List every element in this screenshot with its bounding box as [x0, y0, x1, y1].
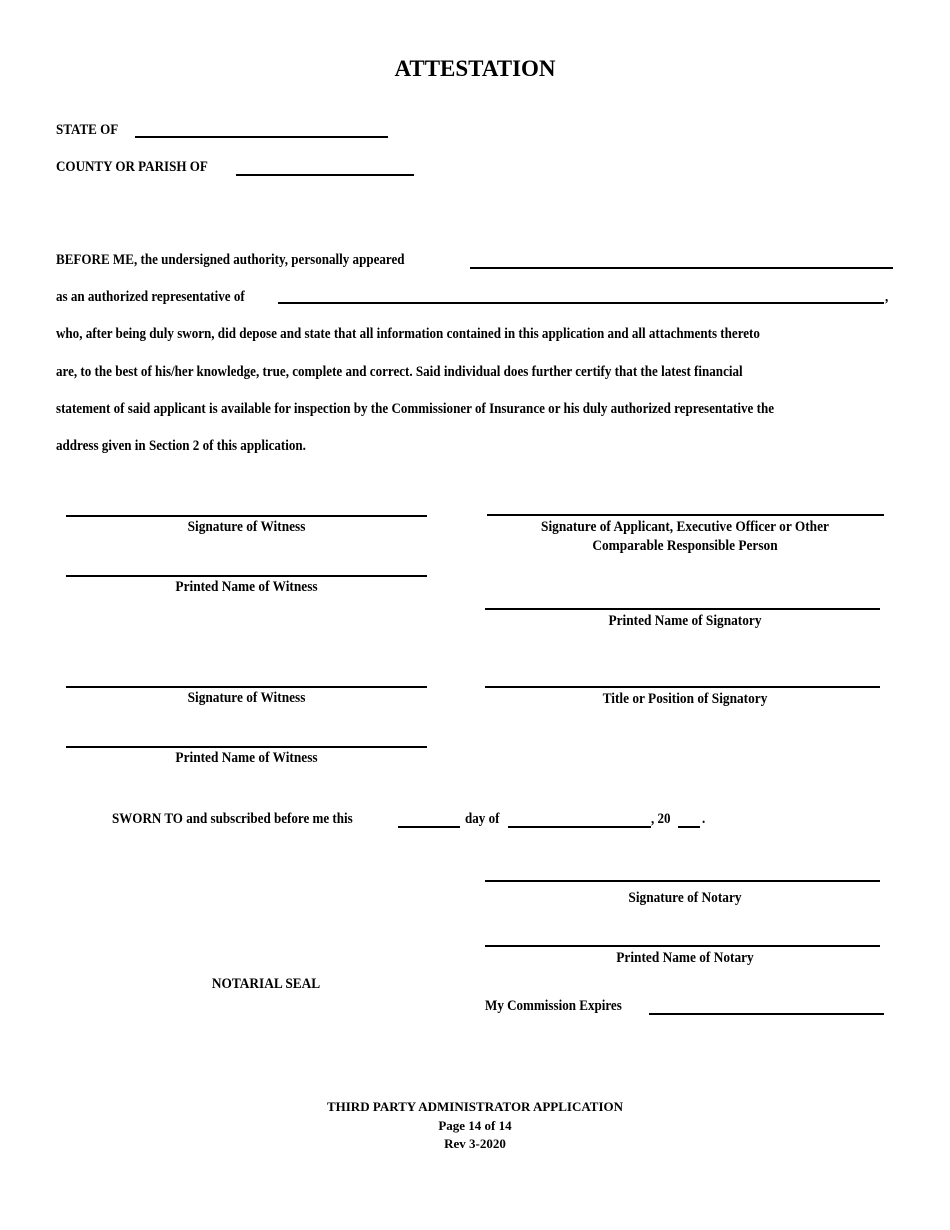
sworn-day-field[interactable]	[398, 826, 460, 828]
witness-2-signature-line[interactable]	[66, 686, 427, 688]
signatory-printed-line[interactable]	[485, 608, 880, 610]
witness-1-signature-line[interactable]	[66, 515, 427, 517]
notary-printed-line[interactable]	[485, 945, 880, 947]
commission-expires-label: My Commission Expires	[485, 998, 622, 1014]
witness-1-printed-label: Printed Name of Witness	[175, 579, 318, 595]
signatory-printed-label: Printed Name of Signatory	[608, 613, 762, 629]
day-of-text: day of	[465, 811, 500, 827]
witness-2-printed-line[interactable]	[66, 746, 427, 748]
applicant-signature-label-2: Comparable Responsible Person	[592, 538, 778, 554]
paragraph-line: statement of said applicant is available for inspection by the Commissioner of Insurance or his duly authorized representative the	[56, 401, 775, 417]
sworn-year-field[interactable]	[678, 826, 700, 828]
comma: ,	[885, 289, 889, 305]
representative-text: as an authorized representative of	[56, 289, 245, 305]
commission-expires-field[interactable]	[649, 1013, 884, 1015]
notarial-seal-label: NOTARIAL SEAL	[211, 976, 321, 992]
notary-signature-line[interactable]	[485, 880, 880, 882]
witness-1-printed-line[interactable]	[66, 575, 427, 577]
county-label: COUNTY OR PARISH OF	[56, 159, 208, 175]
representative-of-field[interactable]	[278, 302, 884, 304]
county-field[interactable]	[236, 174, 414, 176]
footer-page: Page 14 of 14	[438, 1117, 512, 1133]
footer	[0, 1098, 950, 1154]
before-me-text: BEFORE ME, the undersigned authority, personally appeared	[56, 252, 405, 268]
sworn-text: SWORN TO and subscribed before me this	[112, 811, 353, 827]
page-title: ATTESTATION	[394, 56, 556, 81]
sworn-period: .	[702, 811, 706, 827]
state-field[interactable]	[135, 136, 388, 138]
sworn-month-field[interactable]	[508, 826, 651, 828]
paragraph-line: are, to the best of his/her knowledge, true, complete and correct. Said individual does further certify that the latest financial	[56, 364, 743, 380]
signatory-title-label: Title or Position of Signatory	[602, 691, 768, 707]
signatory-title-line[interactable]	[485, 686, 880, 688]
witness-1-signature-label: Signature of Witness	[187, 519, 306, 535]
paragraph-line: address given in Section 2 of this application.	[56, 438, 306, 454]
footer-title: THIRD PARTY ADMINISTRATOR APPLICATION	[326, 1099, 624, 1114]
year-prefix-text: , 20	[651, 811, 671, 827]
witness-2-signature-label: Signature of Witness	[187, 690, 306, 706]
notary-printed-label: Printed Name of Notary	[616, 950, 754, 966]
appeared-name-field[interactable]	[470, 267, 893, 269]
witness-2-printed-label: Printed Name of Witness	[175, 750, 318, 766]
paragraph-line: who, after being duly sworn, did depose and state that all information contained in this application and all attachments thereto	[56, 326, 760, 342]
notary-signature-label: Signature of Notary	[628, 890, 742, 906]
state-label: STATE OF	[56, 122, 119, 138]
applicant-signature-label-1: Signature of Applicant, Executive Officer or Other	[541, 519, 829, 535]
footer-rev: Rev 3-2020	[444, 1136, 506, 1151]
applicant-signature-line[interactable]	[487, 514, 884, 516]
